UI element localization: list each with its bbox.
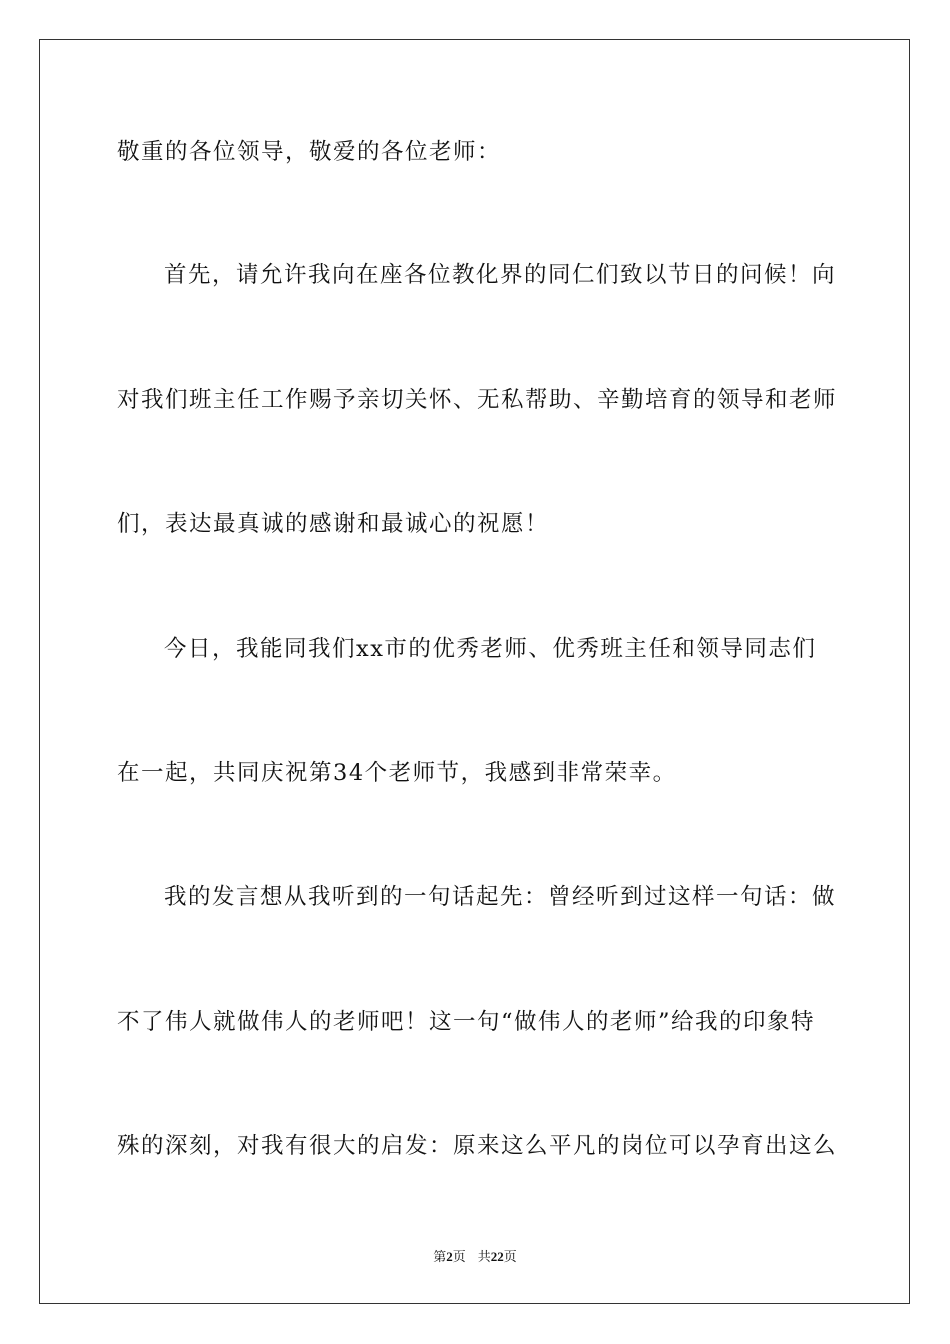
paragraph-3-line-3: 殊的深刻，对我有很大的启发：原来这么平凡的岗位可以孕育出这么 — [117, 1133, 838, 1159]
page-number: 2 — [446, 1249, 453, 1264]
page-suffix: 页 — [452, 1250, 466, 1265]
page-footer — [0, 1248, 950, 1267]
total-pages: 22 — [490, 1249, 504, 1264]
total-prefix: 共 — [477, 1250, 491, 1265]
paragraph-1-line-3: 们，表达最真诚的感谢和最诚心的祝愿！ — [117, 511, 550, 537]
page-frame — [39, 39, 910, 1304]
paragraph-1-line-2: 对我们班主任工作赐予亲切关怀、无私帮助、辛勤培育的领导和老师 — [117, 387, 838, 413]
paragraph-1-line-1: 首先，请允许我向在座各位教化界的同仁们致以节日的问候！向 — [164, 262, 837, 288]
salutation-line: 敬重的各位领导，敬爱的各位老师： — [117, 139, 502, 165]
paragraph-2-line-1: 今日，我能同我们xx市的优秀老师、优秀班主任和领导同志们 — [164, 636, 817, 662]
total-suffix: 页 — [503, 1250, 517, 1265]
paragraph-3-line-2: 不了伟人就做伟人的老师吧！这一句“做伟人的老师”给我的印象特 — [117, 1009, 816, 1035]
page-prefix: 第 — [433, 1250, 447, 1265]
paragraph-2-line-2: 在一起，共同庆祝第34个老师节，我感到非常荣幸。 — [117, 760, 677, 786]
paragraph-3-line-1: 我的发言想从我听到的一句话起先：曾经听到过这样一句话：做 — [164, 884, 837, 910]
